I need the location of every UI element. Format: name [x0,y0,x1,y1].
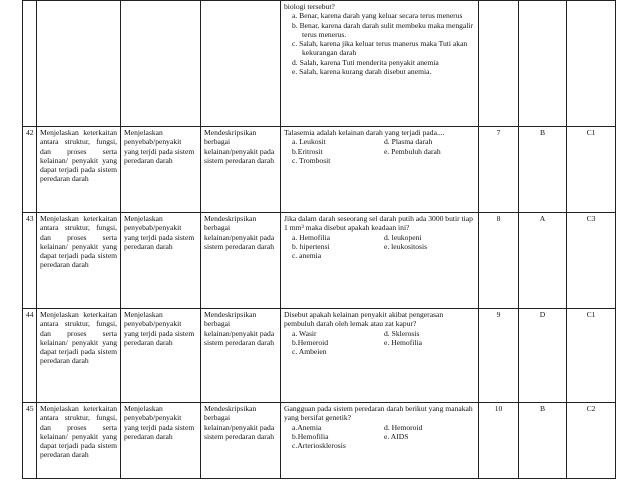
tujuan-text: Menjelaskan penyebab/penyakit yang terjdi pada sistem peredaran darah [121,309,201,403]
question-text: Gangguan pada sistem peredaran darah berikut yang manakah yang bersifat genetik? [284,404,473,423]
table-row [23,213,616,309]
cognitive-level: C1 [567,127,616,213]
row-number: 42 [23,127,37,213]
indikator-text: Menjelaskan keterkaitan antara struktur, fungsi, dan proses serta kelainan/ penyakit yang dapat terjadi pada sistem peredaran darah [37,213,121,309]
answer-key: B [519,403,567,479]
option-d: d. Hemoroid [384,422,423,432]
option-c: c. Trombosit [292,155,331,165]
soal-number: 9 [479,309,519,403]
option-d: d. Salah, karena Tuti menderita penyakit anemia [292,57,439,67]
option-c: c. anemia [292,251,322,261]
option-b: b.Hemofilia [292,431,329,441]
option-list [284,329,475,357]
cognitive-level: C2 [567,403,616,479]
option-e: e. leukositosis [384,241,428,251]
question-cell [281,213,479,309]
option-a: a. Leukosit [292,137,326,147]
table-row [23,127,616,213]
level-text: Mendeskripsikan berbagai kelainan/penyakit pada sistem peredaran darah [201,309,281,403]
cell-question [281,1,479,127]
table-row-continued [23,1,616,127]
option-c: c.Arteriosklerosis [292,441,346,451]
option-e: e. Salah, karena kurang darah disebut anemia. [292,67,432,77]
cognitive-level: C1 [567,309,616,403]
option-d: d. leukopeni [384,232,422,242]
cell-tujuan [121,1,201,127]
option-a: a.Anemia [292,422,322,432]
indikator-text: Menjelaskan keterkaitan antara struktur, fungsi, dan proses serta kelainan/ penyakit yang dapat terjadi pada sistem peredaran darah [37,127,121,213]
answer-key: D [519,309,567,403]
row-number: 45 [23,403,37,479]
table-row [23,403,616,479]
table-row [23,309,616,403]
cell-ranah [567,1,616,127]
question-grid-table [22,0,616,479]
option-a: a. Hemofilia [292,232,330,242]
option-c: c. Ambeien [292,347,327,357]
option-list [284,423,475,451]
option-list [284,137,475,165]
tujuan-text: Menjelaskan penyebab/penyakit yang terjdi pada sistem peredaran darah [121,127,201,213]
tujuan-text: Menjelaskan penyebab/penyakit yang terjdi pada sistem peredaran darah [121,213,201,309]
answer-key: A [519,213,567,309]
question-cell [281,403,479,479]
option-d: d. Sklerosis [384,328,420,338]
cognitive-level: C3 [567,213,616,309]
question-cell [281,309,479,403]
indikator-text: Menjelaskan keterkaitan antara struktur, fungsi, dan proses serta kelainan/ penyakit yang dapat terjadi pada sistem peredaran darah [37,403,121,479]
soal-number: 10 [479,403,519,479]
level-text: Mendeskripsikan berbagai kelainan/penyakit pada sistem peredaran darah [201,403,281,479]
soal-number: 8 [479,213,519,309]
indikator-text: Menjelaskan keterkaitan antara struktur, fungsi, dan proses serta kelainan/ penyakit yang dapat terjadi pada sistem peredaran darah [37,309,121,403]
row-number: 44 [23,309,37,403]
option-e: e. Pembuluh darah [384,146,441,156]
soal-number: 7 [479,127,519,213]
question-tail: biologi tersebut? [284,2,335,11]
tujuan-text: Menjelaskan penyebab/penyakit yang terjdi pada sistem peredaran darah [121,403,201,479]
cell-kunci [519,1,567,127]
option-b: b. hipertensi [292,241,330,251]
option-e: e. AIDS [384,431,409,441]
option-list [284,233,475,261]
option-b: b. Benar, karena darah darah sulit membeku maka mengalir terus menerus. [292,20,474,39]
row-number: 43 [23,213,37,309]
option-d: d. Plasma darah [384,137,433,147]
question-text: Talasemia adalah kelainan darah yang terjadi pada.... [284,128,445,137]
option-b: b.Hemeroid [292,337,329,347]
option-e: e. Hemofilia [384,337,422,347]
option-a: a. Benar, karena darah yang keluar secara terus menerus [292,11,463,21]
cell-level [201,1,281,127]
question-text: Disebut apakah kelainan penyakit akibat pengerasan pembuluh darah oleh lemak atau zat kapur? [284,310,444,329]
cell-soal-no [479,1,519,127]
option-c: c. Salah, karena jika keluar terus manerus maka Tuti akan kekurangan darah [292,39,468,58]
level-text: Mendeskripsikan berbagai kelainan/penyakit pada sistem peredaran darah [201,127,281,213]
cell-indikator [37,1,121,127]
option-a: a. Wasir [292,328,317,338]
level-text: Mendeskripsikan berbagai kelainan/penyakit pada sistem peredaran darah [201,213,281,309]
option-b: b.Eritrosit [292,146,323,156]
question-text: Jika dalam darah seseorang sel darah putih ada 3000 butir tiap 1 mm³ maka disebut apakah keadaan ini? [284,214,473,233]
cell-no [23,1,37,127]
answer-key: B [519,127,567,213]
question-cell [281,127,479,213]
